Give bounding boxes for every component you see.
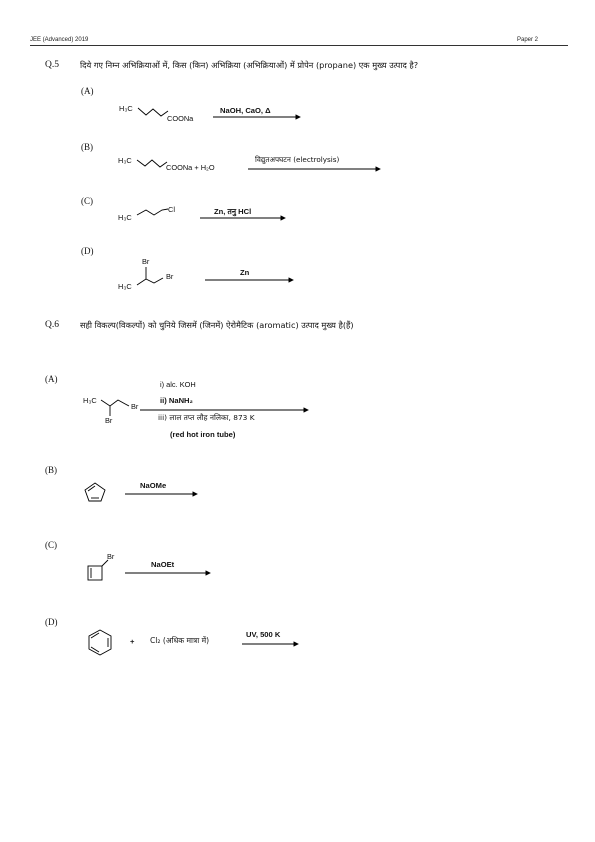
q6-option-b-label: (B): [45, 465, 57, 475]
q5-c-methyl-label: H₃C: [118, 213, 132, 222]
q5-option-d-label: (D): [81, 246, 94, 256]
q5-c-reagent: Zn, तनु HCl: [214, 207, 252, 216]
question-text-q5: दिये गए निम्न अभिक्रियाओं में, किस (किन) अभिक्रिया (अभिक्रियाओं) में प्रोपेन (propane) एक मुख्य उत्पाद है?: [80, 60, 419, 70]
question-number-q6: Q.6: [45, 320, 59, 330]
q5-d-br1-label: Br: [142, 257, 150, 266]
q6-c-reagent: NaOEt: [151, 560, 175, 569]
q6-option-a-label: (A): [45, 374, 58, 384]
q5-c-structure: [137, 209, 168, 215]
q5-d-reagent: Zn: [240, 268, 250, 277]
header-paper-number: Paper 2: [517, 37, 539, 43]
q6-c-br-label: Br: [107, 552, 115, 561]
q6-option-c-label: (C): [45, 540, 57, 550]
question-number-q5: Q.5: [45, 60, 59, 70]
q5-b-methyl-label: H₃C: [118, 156, 132, 165]
header-exam-title: JEE (Advanced) 2019: [30, 37, 89, 43]
q5-a-structure: [138, 108, 168, 116]
q6-a-step-3: iii) लाल तप्त लौह नलिका, 873 K: [158, 413, 255, 422]
q5-d-br2-label: Br: [166, 272, 174, 281]
q6-b-reagent: NaOMe: [140, 481, 167, 490]
q5-b-structure: [137, 160, 167, 167]
q5-d-structure: [137, 267, 163, 285]
q6-d-reagent: UV, 500 K: [246, 630, 281, 639]
q5-option-a-label: (A): [81, 86, 94, 96]
q5-a-methyl-label: H₃C: [119, 104, 133, 113]
q6-a-br1-label: Br: [131, 402, 139, 411]
q6-d-cl2: Cl₂ (अधिक मात्रा में): [150, 636, 210, 645]
q6-b-cyclopentadiene: [85, 483, 105, 501]
q6-a-step-1: i) alc. KOH: [160, 380, 196, 389]
q6-a-br2-label: Br: [105, 416, 113, 425]
q5-option-c-label: (C): [81, 196, 93, 206]
question-text-q6: सही विकल्प(विकल्पों) को चुनिये जिसमें (जिनमें) ऐरोमैटिक (aromatic) उत्पाद मुख्य है(हैं): [80, 320, 354, 330]
q6-d-plus: +: [130, 637, 135, 646]
q5-a-reagent: NaOH, CaO, Δ: [220, 106, 271, 115]
q6-c-bromocyclobutene: [88, 560, 108, 580]
q6-a-methyl-label: H₃C: [83, 396, 97, 405]
q5-d-methyl-label: H₃C: [118, 282, 132, 291]
q6-d-benzene: [89, 630, 111, 655]
q6-option-d-label: (D): [45, 617, 58, 627]
q5-b-reagent: विद्युतअपघटन (electrolysis): [255, 155, 340, 164]
q6-a-structure: [101, 400, 129, 416]
q5-b-coona-label: COONa + H₂O: [166, 163, 215, 172]
q5-c-cl-label: Cl: [168, 205, 175, 214]
q5-option-b-label: (B): [81, 142, 93, 152]
q5-a-coona-label: COONa: [167, 114, 194, 123]
q6-a-step-3-english: (red hot iron tube): [170, 430, 236, 439]
q6-a-step-2: ii) NaNH₂: [160, 396, 193, 405]
